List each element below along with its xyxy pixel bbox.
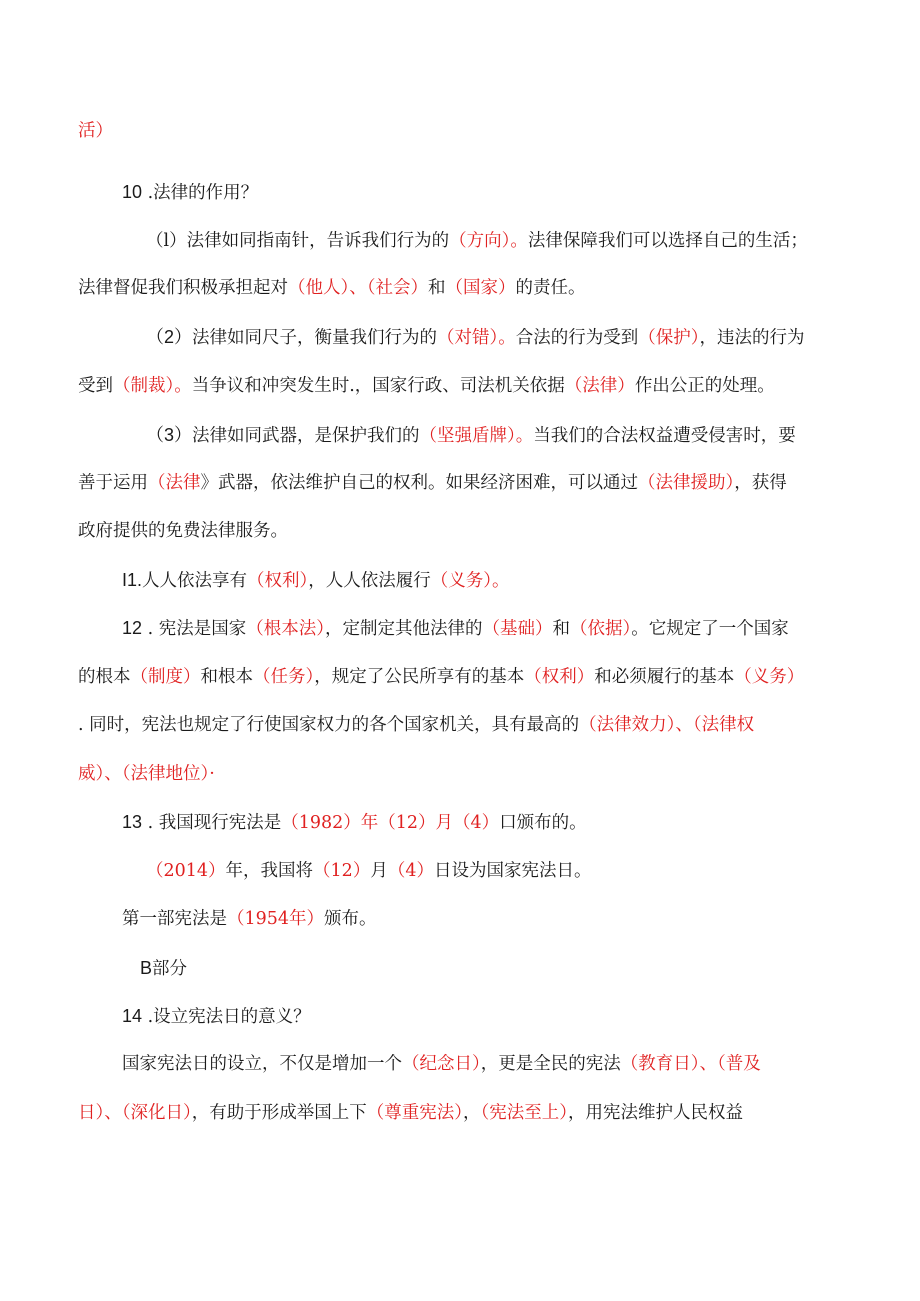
answer-text: （教育日）、（普及 <box>620 1054 761 1074</box>
question-text: （l）法律如同指南针，告诉我们行为的 <box>146 231 450 251</box>
question-text: 部分 <box>152 959 188 979</box>
answer-text: （12） <box>313 861 371 881</box>
text-line <box>122 1053 761 1075</box>
answer-text: （法律效力）、（法律权 <box>579 715 755 735</box>
question-text: 和必须履行的基本 <box>594 667 735 687</box>
answer-text: （根本法） <box>246 619 325 639</box>
answer-text: （纪念日） <box>402 1054 481 1074</box>
answer-text: （义务）。 <box>430 571 510 591</box>
text-line <box>146 230 808 252</box>
question-text: （2） <box>146 327 193 347</box>
question-text: .法律的作用？ <box>142 183 259 203</box>
question-text: ，获得 <box>734 473 787 493</box>
question-text: 颁布。 <box>324 909 377 929</box>
question-text: （3） <box>146 425 193 445</box>
question-text: 13 <box>122 812 143 832</box>
question-text: ， <box>463 1103 481 1123</box>
question-text: I1. <box>122 570 143 590</box>
question-text: ，规定了公民所享有的基本 <box>314 667 525 687</box>
question-text: 的责任。 <box>515 278 586 298</box>
question-text: 第一部宪法是 <box>122 909 227 929</box>
answer-text: （义务） <box>734 667 805 687</box>
question-text: 10 <box>122 182 143 202</box>
question-text: 年，我国将 <box>225 861 314 881</box>
text-line <box>78 1102 743 1124</box>
answer-text: （基础） <box>482 619 553 639</box>
question-text: 和 <box>552 619 570 639</box>
question-text: 。它规定了一个国家 <box>631 619 789 639</box>
text-line <box>140 957 187 980</box>
answer-text: （法律援助） <box>638 473 735 493</box>
text-line <box>146 326 805 349</box>
text-line <box>78 472 787 494</box>
text-line <box>122 811 587 834</box>
text-line <box>122 617 789 640</box>
question-text: ，更是全民的宪法 <box>480 1054 621 1074</box>
answer-text: （宪法至上） <box>480 1103 568 1123</box>
question-text: . 宪法是国家 <box>142 619 247 639</box>
text-line <box>146 860 591 882</box>
answer-text: （权利） <box>247 571 309 591</box>
question-text: . 我国现行宪法是 <box>142 813 282 833</box>
question-text: 作出公正的处理。 <box>634 376 775 396</box>
answer-text: （他人）、（社会） <box>288 278 428 298</box>
question-text: . 同时，宪法也规定了行使国家权力的各个国家机关，具有最高的 <box>78 715 580 735</box>
question-text: 人人依法享有 <box>142 571 248 591</box>
question-text: ，用宪法维护人民权益 <box>568 1103 743 1123</box>
question-text: 合法的行为受到 <box>515 328 639 348</box>
answer-text: 威）、（法律地位）· <box>78 764 215 784</box>
text-line <box>122 569 510 592</box>
text-line <box>78 375 775 397</box>
question-text: 口颁布的。 <box>499 813 587 833</box>
answer-text: （1982）年（12）月（4） <box>281 813 500 833</box>
question-text: 法律如同尺子，衡量我们行为的 <box>192 328 438 348</box>
text-line <box>78 714 754 736</box>
text-line <box>122 908 377 930</box>
question-text: 》武器，依法维护自己的权利。如果经济困难，可以通过 <box>200 473 638 493</box>
question-text: .设立宪法日的意义？ <box>142 1007 311 1027</box>
text-line <box>122 181 258 204</box>
answer-text: （2014） <box>146 861 226 881</box>
text-line <box>78 120 113 142</box>
answer-text: （制度） <box>130 667 201 687</box>
answer-text: （4） <box>387 861 434 881</box>
question-text: 当我们的合法权益遭受侵害时，要 <box>533 426 796 446</box>
question-text: 政府提供的免费法律服务。 <box>78 521 288 541</box>
answer-text: （制裁）。 <box>113 376 192 396</box>
answer-text: （任务） <box>253 667 315 687</box>
text-line <box>146 424 796 447</box>
question-text: 善于运用 <box>78 473 148 493</box>
question-text: 法律如同武器，是保护我们的 <box>192 426 420 446</box>
answer-text: （方向）。 <box>449 231 528 251</box>
question-text: 和根本 <box>200 667 253 687</box>
question-text: 国家宪法日的设立，不仅是增加一个 <box>122 1054 402 1074</box>
question-text: 的根本 <box>78 667 131 687</box>
question-text: 法律保障我们可以选择自己的生活； <box>527 231 808 251</box>
answer-text: （对错）。 <box>437 328 516 348</box>
question-text: B <box>140 958 153 978</box>
answer-text: （保护） <box>638 328 700 348</box>
answer-text: 日）、（深化日） <box>78 1103 192 1123</box>
text-line <box>78 666 804 688</box>
question-text: 月 <box>370 861 388 881</box>
question-text: 当争议和冲突发生时.，国家行政、司法机关依据 <box>191 376 565 396</box>
answer-text: （坚强盾牌）。 <box>419 426 534 446</box>
text-line <box>78 277 586 299</box>
text-line <box>78 763 215 785</box>
question-text: ，定制定其他法律的 <box>324 619 483 639</box>
question-text: 受到 <box>78 376 113 396</box>
question-text: 日设为国家宪法日。 <box>433 861 592 881</box>
text-line <box>78 520 288 542</box>
answer-text: （依据） <box>569 619 632 639</box>
answer-text: （法律 <box>148 473 201 493</box>
answer-text: （国家） <box>445 278 516 298</box>
answer-text: （尊重宪法） <box>366 1103 463 1123</box>
question-text: ，人人依法履行 <box>308 571 431 591</box>
text-line <box>122 1005 311 1028</box>
answer-text: 活） <box>78 121 113 141</box>
question-text: ，违法的行为 <box>699 328 805 348</box>
question-text: 和 <box>428 278 446 298</box>
answer-text: （法律） <box>564 376 635 396</box>
question-text: 法律督促我们积极承担起对 <box>78 278 288 298</box>
answer-text: （1954年） <box>227 909 325 929</box>
question-text: 14 <box>122 1006 143 1026</box>
answer-text: （权利） <box>524 667 595 687</box>
question-text: 12 <box>122 618 143 638</box>
question-text: ，有助于形成举国上下 <box>191 1103 367 1123</box>
